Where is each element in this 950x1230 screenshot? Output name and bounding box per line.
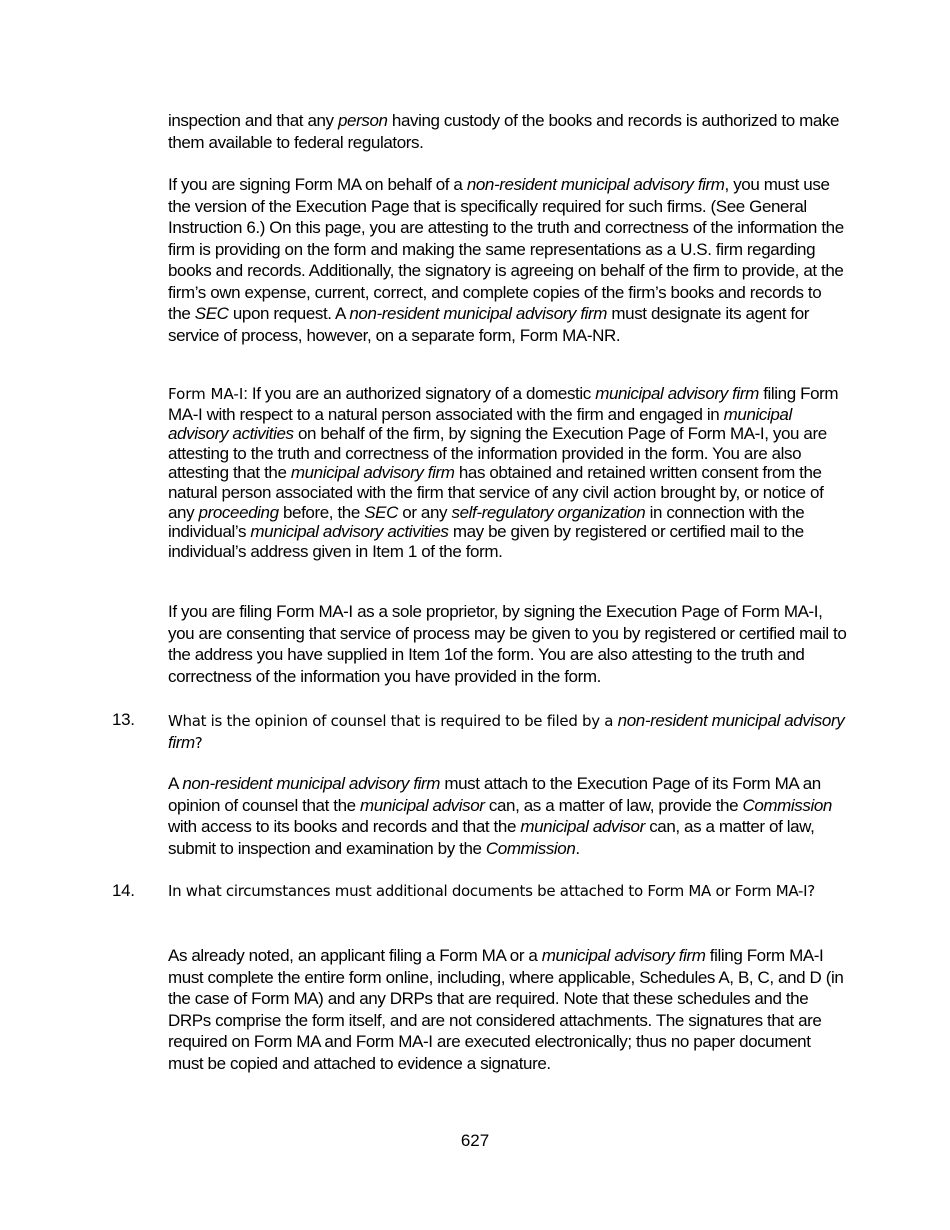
paragraph-non-resident-signing: If you are signing Form MA on behalf of a non-resident municipal advisory firm, you must use the version of the Execution Page that is specifically required for such firms. (See General Instruction 6.) On this page, you are attesting to the truth and correctness of the information the firm is providing on the form and making the same representations as a U.S. firm regarding books and records. Additionally, the signatory is agreeing on behalf of the firm to provide, at the firm’s own expense, current, correct, and complete copies of the firm’s books and records to the SEC upon request. A non-resident municipal advisory firm must designate its agent for service of process, however, on a separate form, Form MA-NR. xyxy=(168,175,844,345)
paragraph-opinion-of-counsel: A non-resident municipal advisory firm must attach to the Execution Page of its Form MA an opinion of counsel that the municipal advisor can, as a matter of law, provide the Commission with access to its books and records and that the municipal advisor can, as a matter of law, submit to inspection and examination by the Commission. xyxy=(168,774,832,858)
paragraph-books-records-custody: inspection and that any person having custody of the books and records is authorized to make them available to federal regulators. xyxy=(168,111,840,152)
question-13-heading: What is the opinion of counsel that is required to be filed by a non-resident municipal advisory firm? xyxy=(168,711,845,752)
question-13-number: 13. xyxy=(112,710,135,729)
paragraph-sole-proprietor: If you are filing Form MA-I as a sole proprietor, by signing the Execution Page of Form MA-I, you are consenting that service of process may be given to you by registered or certified mail to the address you have supplied in Item 1of the form. You are also attesting to the truth and correctness of the information you have provided in the form. xyxy=(168,602,847,686)
page-number: 627 xyxy=(460,1131,490,1150)
question-14-number: 14. xyxy=(112,881,135,900)
paragraph-form-ma-i-signatory: Form MA-I: If you are an authorized signatory of a domestic municipal advisory firm filing Form MA-I with respect to a natural person associated with the firm and engaged in municipal advisory activities on behalf of the firm, by signing the Execution Page of Form MA-I, you are attesting to the truth and correctness of the information provided in the form. You are also attesting that the municipal advisory firm has obtained and retained written consent from the natural person associated with the firm that service of any civil action brought by, or notice of any proceeding before, the SEC or any self-regulatory organization in connection with the individual’s municipal advisory activities may be given by registered or certified mail to the individual’s address given in Item 1 of the form. xyxy=(168,384,839,561)
form-ma-i-label: Form MA-I xyxy=(168,385,244,403)
question-14-heading: In what circumstances must additional documents be attached to Form MA or Form MA-I? xyxy=(168,882,815,900)
paragraph-additional-documents: As already noted, an applicant filing a Form MA or a municipal advisory firm filing Form MA-I must complete the entire form online, including, where applicable, Schedules A, B, C, and D (in the case of Form MA) and any DRPs that are required. Note that these schedules and the DRPs comprise the form itself, and are not considered attachments. The signatures that are required on Form MA and Form MA-I are executed electronically; thus no paper document must be copied and attached to evidence a signature. xyxy=(168,946,844,1073)
